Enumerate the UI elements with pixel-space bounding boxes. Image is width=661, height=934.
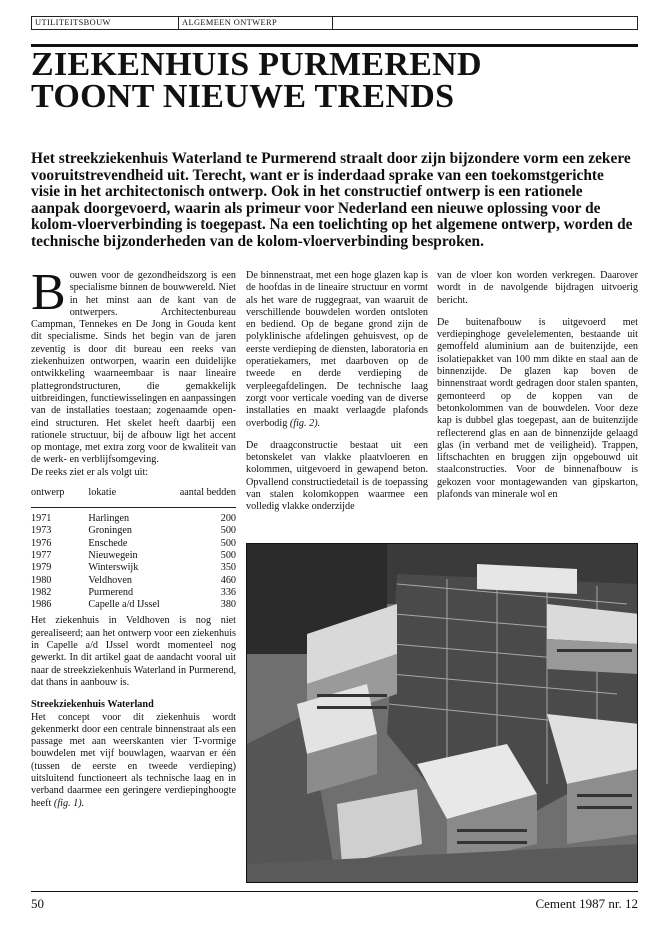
table-cell: Nieuwegein	[88, 549, 138, 561]
table-cell: 1979	[31, 562, 52, 574]
table-header: lokatie	[88, 487, 166, 508]
table-cell: 336	[220, 586, 236, 598]
table-cell: Veldhoven	[88, 574, 132, 586]
hospital-table	[31, 487, 236, 611]
text-column-2	[246, 270, 428, 524]
category-tab: ALGEMEEN ONTWERP	[179, 17, 333, 29]
table-cell: 350	[220, 562, 236, 574]
title-line-2: TOONT NIEUWE TRENDS	[31, 78, 455, 115]
table-cell: 1982	[31, 586, 52, 598]
table-cell: 500	[220, 549, 236, 561]
subheading: Streekziekenhuis Waterland	[31, 699, 154, 711]
table-row	[31, 562, 236, 574]
table-cell: 1986	[31, 599, 52, 611]
section-header-bar	[31, 16, 638, 30]
col3-paragraph-2: De buitenafbouw is uitgevoerd met verdiepinghoge gevelelementen, bestaande uit gemoffeld aluminium aan de buitenzijde, een isolatiepakket van 100 mm dikte en staal aan de binnenzijde. De glazen kap boven de binnenstraat wordt gedragen door stalen spanten, gemonteerd op de koppen van de betonkolommen van de bouwdelen. Voor deze kap is dubbel glas toegepast, aan de buitenzijde reflecterend glas en aan de binnenzijde gelaagd glas (in verband met de veiligheid). Trappen, liftschachten en bruggen zijn opgebouwd uit staalconstructies. Voor de binnenafbouw is gekozen voor montagewanden van gipskarton, plafonds van minerale wol en	[437, 316, 638, 501]
table-cell: 500	[220, 537, 236, 549]
text-column-1	[31, 264, 236, 820]
article-title-block	[31, 44, 638, 117]
table-row	[31, 575, 236, 587]
table-cell: Enschede	[88, 537, 128, 549]
title-line-1: ZIEKENHUIS PURMEREND	[31, 46, 482, 83]
article-title	[31, 46, 482, 115]
table-cell: Purmerend	[88, 586, 134, 598]
table-header-row	[31, 487, 236, 508]
table-cell: 1973	[31, 525, 52, 537]
table-cell: Winterswijk	[88, 562, 139, 574]
col1-paragraph-3: Het ziekenhuis in Veldhoven is nog niet gerealiseerd; aan het ontwerp voor een ziekenhuis in Capelle a/d IJssel wordt momenteel nog gewerkt. In dit artikel gaat de aandacht vooral uit naar de streekziekenhuis Waterland in Purmerend, dat thans in aanbouw is.	[31, 615, 236, 688]
table-row	[31, 587, 236, 599]
table-cell: Harlingen	[88, 513, 130, 525]
table-row	[31, 508, 236, 526]
table-cell: 1976	[31, 537, 52, 549]
table-cell: Capelle a/d IJssel	[88, 599, 160, 611]
col1-paragraph-2: De reeks ziet er als volgt uit:	[31, 466, 149, 478]
table-row	[31, 599, 236, 611]
article-lead: Het streekziekenhuis Waterland te Purmerend straalt door zijn bijzondere vorm een zekere vooruitstrevendheid uit. Terecht, want er is inderdaad sprake van een toekomstgerichte visie in het architectonisch ontwerp. Ook in het constructief ontwerp is een rationele aanpak doorgevoerd, waarin als primeur voor Nederland een nieuwe oplossing voor de kolom-vloerverbinding is toegepast. Na een toelichting op het algemene ontwerp, worden de technische bijzonderheden van de kolom-vloerverbinding besproken.	[31, 150, 633, 250]
table-row	[31, 538, 236, 550]
col1-paragraph-1: ouwen voor de gezondheidszorg is een specialisme binnen de bouwwereld. Niet in het minst aan de kant van de ontwerpers. Architectenbureau Campman, Tennekes en De Jong in Gouda kent dit specialisme. Sinds het begin van de jaren zeventig is door dit bureau een reeks van ziekenhuizen ontworpen, waarin een duidelijke ontwikkeling waarneembaar is naar lineaire plattegrondstructuren, die gemakkelijk uitbreidingen, functiewisselingen en aanpassingen van de installaties toestaan; zogenaamde open-eind structuren. Het skelet heeft daarbij een rationele structuur, bij de afbouw ligt het accent op montage, met extra zorg voor de kwaliteit van de werk- en verblijfsomgeving.	[31, 270, 236, 466]
table-header: aantal bedden	[166, 487, 236, 508]
figure-reference: (fig. 2).	[289, 417, 321, 429]
table-cell: 1980	[31, 574, 52, 586]
table-header: ontwerp	[31, 487, 88, 508]
aerial-photo	[246, 543, 638, 883]
col1-paragraph-4: Het concept voor dit ziekenhuis wordt gekenmerkt door een centrale binnenstraat als een passage met aan weerskanten vier T-vormige bouwdelen met vijf bouwlagen, waarvan er één (tussen de eerste en tweede verdieping) uitsluitend functioneert als technische laag en in verband daarmee een geringere verdiepinghoogte heeft	[31, 711, 236, 809]
page-number: 50	[31, 896, 44, 911]
col2-paragraph-2: De draagconstructie bestaat uit een betonskelet van vlakke plaatvloeren en kolommen, uitgevoerd in gewapend beton. Opvallend constructiedetail is de toepassing van stalen kolomkoppen waarmee een volledig vlakke onderzijde	[246, 439, 428, 513]
col3-paragraph-1: van de vloer kon worden verkregen. Daarover wordt in de navolgende bijdragen uitvoerig bericht.	[437, 270, 638, 306]
figure-reference: (fig. 1).	[53, 797, 85, 809]
drop-cap: B	[31, 264, 66, 321]
table-cell: 500	[220, 525, 236, 537]
table-cell: Groningen	[88, 525, 132, 537]
table-row	[31, 525, 236, 537]
table-cell: 200	[220, 513, 236, 525]
table-row	[31, 550, 236, 562]
col2-paragraph-1: De binnenstraat, met een hoge glazen kap is de hoofdas in de lineaire structuur en vormt als het ware de ruggegraat, van waaruit de verschillende bouwdelen worden ontsloten en bediend. Op de begane grond zijn de polyklinische afdelingen gehuisvest, op de eerste verdieping de diensten, laboratoria en operatiekamers, met daarboven op de tweede en derde verdieping de verpleegafdelingen. De technische laag zorgt voor verticale voeding van de diverse installaties en maakt verlaagde plafonds overbodig	[246, 270, 428, 429]
table-cell: 1977	[31, 549, 52, 561]
publication-source: Cement 1987 nr. 12	[535, 896, 638, 911]
table-cell: 1971	[31, 513, 52, 525]
text-column-3	[437, 270, 638, 511]
table-cell: 460	[220, 574, 236, 586]
section-tab: UTILITEITSBOUW	[32, 17, 179, 29]
footer-rule	[31, 891, 638, 892]
table-cell: 380	[220, 599, 236, 611]
